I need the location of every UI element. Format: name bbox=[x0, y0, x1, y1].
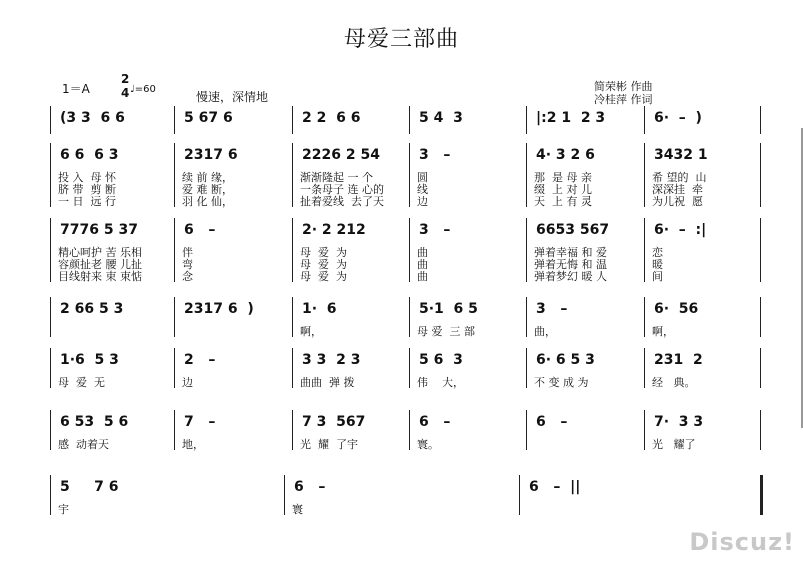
barline bbox=[409, 106, 410, 134]
measure-notes: 231 2 bbox=[654, 352, 703, 368]
measure-notes: 6 53 5 6 bbox=[60, 414, 129, 430]
lyric-text: 曲 bbox=[417, 270, 428, 283]
key-signature: 1＝A bbox=[62, 82, 90, 96]
lyric-text: 精心呵护 苦 乐相 bbox=[58, 246, 142, 259]
barline bbox=[760, 410, 761, 450]
lyric-text: 爱 难 断， bbox=[182, 183, 233, 196]
lyric-text: 啊， bbox=[652, 325, 674, 338]
measure-notes: 3 – bbox=[419, 222, 451, 238]
barline bbox=[50, 348, 51, 388]
measure-notes: 3 – bbox=[536, 301, 568, 317]
barline bbox=[292, 410, 293, 450]
lyric-text: 扯着爱线 去了天 bbox=[300, 195, 384, 208]
barline bbox=[526, 106, 527, 134]
barline bbox=[284, 475, 285, 515]
measure-notes: 6 6 6 3 bbox=[60, 147, 119, 163]
lyric-text: 间 bbox=[652, 270, 663, 283]
measure-notes: 4· 3 2 6 bbox=[536, 147, 595, 163]
barline bbox=[526, 218, 527, 282]
barline bbox=[519, 475, 520, 515]
barline bbox=[50, 143, 51, 207]
measure-notes: |:2 1 2 3 bbox=[536, 110, 606, 126]
lyric-text: 续 前 缘， bbox=[182, 171, 233, 184]
barline bbox=[409, 297, 410, 337]
measure-notes: 1· 6 bbox=[302, 301, 337, 317]
measure-notes: 5 6 3 bbox=[419, 352, 463, 368]
forum-watermark: Discuz! bbox=[689, 528, 795, 556]
measure-notes: 2317 6 bbox=[184, 147, 238, 163]
barline bbox=[292, 143, 293, 207]
lyric-text: 光 耀了 bbox=[652, 438, 696, 451]
lyric-text: 曲曲 弹 拨 bbox=[300, 376, 355, 389]
lyric-text: 边 bbox=[182, 376, 193, 389]
barline bbox=[174, 106, 175, 134]
lyric-text: 母 爱 三 部 bbox=[417, 325, 475, 338]
measure-notes: 7· 3 3 bbox=[654, 414, 704, 430]
lyric-text: 光 耀 了宇 bbox=[300, 438, 358, 451]
barline bbox=[174, 410, 175, 450]
lyric-text: 伴 bbox=[182, 246, 193, 259]
measure-notes: 6 – bbox=[184, 222, 216, 238]
measure-notes: 3 – bbox=[419, 147, 451, 163]
lyric-text: 啊， bbox=[300, 325, 322, 338]
barline bbox=[644, 297, 645, 337]
tempo-marking: ♩=60 bbox=[130, 84, 156, 95]
lyric-text: 恋 bbox=[652, 246, 663, 259]
lyric-text: 感 动着天 bbox=[58, 438, 109, 451]
measure-notes: 6· 6 5 3 bbox=[536, 352, 595, 368]
lyric-text: 目线射来 束 束惦 bbox=[58, 270, 142, 283]
barline bbox=[50, 410, 51, 450]
lyric-text: 容颜扯老 腰 儿扯 bbox=[58, 258, 142, 271]
lyric-text: 伟 大， bbox=[417, 376, 464, 389]
lyric-text: 缀 上 对 儿 bbox=[534, 183, 592, 196]
barline bbox=[50, 475, 51, 515]
barline bbox=[292, 348, 293, 388]
measure-notes: 6· – :| bbox=[654, 222, 707, 238]
barline bbox=[174, 218, 175, 282]
barline bbox=[50, 297, 51, 337]
lyric-text: 念 bbox=[182, 270, 193, 283]
lyric-text: 母 爱 无 bbox=[58, 376, 105, 389]
measure-notes: 2317 6 ) bbox=[184, 301, 254, 317]
lyric-text: 一 日 远 行 bbox=[58, 195, 116, 208]
lyric-text: 曲， bbox=[534, 325, 556, 338]
barline bbox=[526, 348, 527, 388]
lyric-text: 线 bbox=[417, 183, 428, 196]
barline bbox=[644, 143, 645, 207]
lyric-text: 那 是 母 亲 bbox=[534, 171, 592, 184]
barline bbox=[292, 106, 293, 134]
lyric-text: 寰。 bbox=[417, 438, 439, 451]
barline bbox=[292, 297, 293, 337]
lyric-text: 宇 bbox=[58, 503, 69, 516]
lyric-text: 天 上 有 灵 bbox=[534, 195, 592, 208]
measure-notes: 1·6 5 3 bbox=[60, 352, 119, 368]
measure-notes: 3432 1 bbox=[654, 147, 708, 163]
barline bbox=[644, 410, 645, 450]
lyric-text: 母 爱 为 bbox=[300, 270, 347, 283]
measure-notes: 2 66 5 3 bbox=[60, 301, 124, 317]
lyric-text: 希 望的 山 bbox=[652, 171, 707, 184]
barline bbox=[760, 218, 761, 282]
lyric-text: 一条母子 连 心的 bbox=[300, 183, 384, 196]
barline bbox=[50, 218, 51, 282]
barline bbox=[644, 106, 645, 134]
measure-notes: 3 3 2 3 bbox=[302, 352, 361, 368]
measure-notes: 5 7 6 bbox=[60, 479, 119, 495]
credits bbox=[594, 80, 653, 106]
lyric-text: 投 入 母 怀 bbox=[58, 171, 116, 184]
measure-notes: 5 4 3 bbox=[419, 110, 463, 126]
lyric-text: 渐渐隆起 一 个 bbox=[300, 171, 373, 184]
measure-notes: 6 – bbox=[419, 414, 451, 430]
barline bbox=[292, 218, 293, 282]
measure-notes: 6 – bbox=[294, 479, 326, 495]
lyric-text: 不 变 成 为 bbox=[534, 376, 589, 389]
measure-notes: 6· – ) bbox=[654, 110, 702, 126]
barline bbox=[409, 348, 410, 388]
lyric-text: 地， bbox=[182, 438, 204, 451]
time-signature-top: 2 bbox=[121, 72, 130, 86]
measure-notes: 7 – bbox=[184, 414, 216, 430]
measure-notes: 6653 567 bbox=[536, 222, 610, 238]
measure-notes: 2226 2 54 bbox=[302, 147, 380, 163]
lyric-text: 曲 bbox=[417, 258, 428, 271]
barline bbox=[760, 297, 761, 337]
lyric-text: 羽 化 仙， bbox=[182, 195, 233, 208]
lyric-text: 弹着无悔 和 温 bbox=[534, 258, 607, 271]
lyric-text: 母 爱 为 bbox=[300, 258, 347, 271]
barline bbox=[760, 348, 761, 388]
measure-notes: 7 3 567 bbox=[302, 414, 366, 430]
lyric-text: 为儿祝 愿 bbox=[652, 195, 703, 208]
lyric-text: 母 爱 为 bbox=[300, 246, 347, 259]
lyric-text: 脐 带 剪 断 bbox=[58, 183, 116, 196]
measure-notes: 7776 5 37 bbox=[60, 222, 138, 238]
measure-notes: 2 – bbox=[184, 352, 216, 368]
barline bbox=[526, 410, 527, 450]
lyric-text: 圆 bbox=[417, 171, 428, 184]
barline bbox=[760, 106, 761, 134]
barline bbox=[409, 143, 410, 207]
lyric-text: 经 典。 bbox=[652, 376, 696, 389]
lyric-text: 边 bbox=[417, 195, 428, 208]
measure-notes: 5 67 6 bbox=[184, 110, 233, 126]
lyric-text: 弯 bbox=[182, 258, 193, 271]
measure-notes: 6 – bbox=[536, 414, 568, 430]
barline bbox=[174, 348, 175, 388]
lyric-text: 弹着幸福 和 爱 bbox=[534, 246, 607, 259]
lyric-text: 暖 bbox=[652, 258, 663, 271]
lyric-text: 弹着梦幻 暖 人 bbox=[534, 270, 607, 283]
barline bbox=[760, 143, 761, 207]
barline bbox=[174, 143, 175, 207]
barline bbox=[644, 348, 645, 388]
barline bbox=[409, 410, 410, 450]
lyric-text: 深深挂 牵 bbox=[652, 183, 703, 196]
lyric-text: 曲 bbox=[417, 246, 428, 259]
barline bbox=[526, 143, 527, 207]
measure-notes: 2· 2 212 bbox=[302, 222, 366, 238]
barline bbox=[174, 297, 175, 337]
song-title: 母爱三部曲 bbox=[343, 27, 459, 52]
barline bbox=[526, 297, 527, 337]
barline bbox=[644, 218, 645, 282]
measure-notes: 5·1 6 5 bbox=[419, 301, 478, 317]
barline bbox=[760, 475, 763, 515]
expression-marking: 慢速，深情地 bbox=[196, 90, 269, 104]
time-signature-bottom: 4 bbox=[121, 86, 130, 100]
measure-notes: 6 – || bbox=[529, 479, 581, 495]
measure-notes: (3 3 6 6 bbox=[60, 110, 125, 126]
composer-credit: 简荣彬 作曲 bbox=[594, 80, 653, 93]
measure-notes: 6· 56 bbox=[654, 301, 699, 317]
barline bbox=[50, 106, 51, 134]
lyricist-credit: 冷桂萍 作词 bbox=[594, 93, 653, 106]
barline bbox=[409, 218, 410, 282]
lyric-text: 寰 bbox=[292, 503, 303, 516]
measure-notes: 2 2 6 6 bbox=[302, 110, 361, 126]
